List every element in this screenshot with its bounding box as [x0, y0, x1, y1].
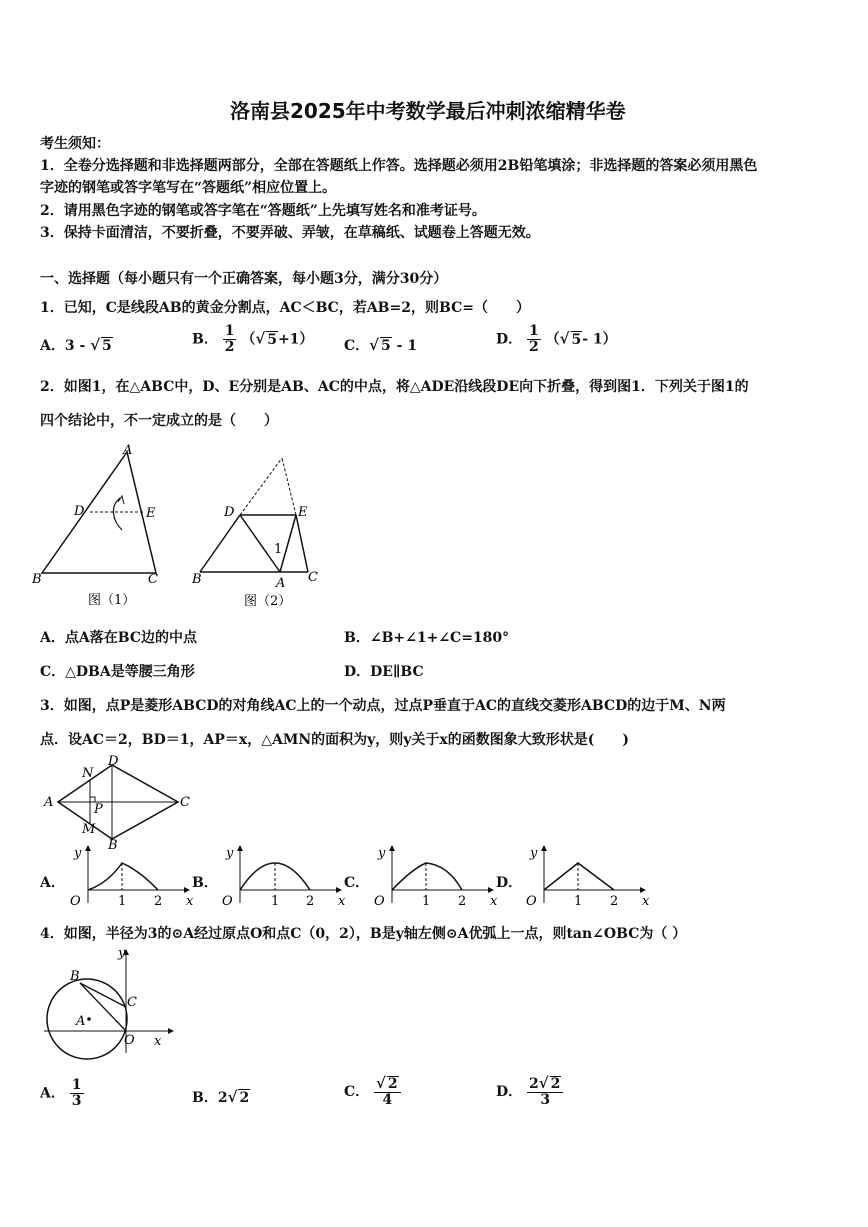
svg-text:x: x	[154, 1034, 162, 1049]
q2-option-d: D．DE∥BC	[344, 664, 424, 680]
q2-stem-line1: 2．如图1，在△ABC中，D、E分别是AB、AC的中点，将△ADE沿线段DE向下折叠，得到图1．下列关于图1的	[40, 379, 749, 395]
svg-text:y: y	[74, 846, 82, 861]
q4-option-b: B．2√ 2	[192, 1088, 250, 1106]
svg-text:O: O	[222, 894, 233, 909]
notice-heading: 考生须知：	[40, 136, 110, 152]
notice-item-1-cont: 字迹的钢笔或答字笔写在“答题纸”相应位置上。	[40, 180, 337, 196]
svg-text:A: A	[44, 795, 54, 810]
svg-text:y: y	[378, 846, 386, 861]
svg-text:D: D	[74, 504, 85, 519]
svg-text:2: 2	[458, 894, 467, 909]
q4-circle-figure	[40, 945, 180, 1057]
svg-text:C: C	[127, 995, 137, 1010]
q3-graph-c	[368, 843, 498, 908]
svg-text:C: C	[180, 795, 190, 810]
q4-option-c: C． $\frac{√ 2}{4}$	[344, 1076, 401, 1108]
svg-text:C: C	[148, 572, 158, 587]
q4-option-d: D． $\frac{2√ 2}{3}$	[496, 1076, 563, 1108]
q2-option-b: B．∠B+∠1+∠C=180°	[344, 630, 510, 646]
notice-item-3: 3．保持卡面清洁，不要折叠，不要弄破、弄皱，在草稿纸、试题卷上答题无效。	[40, 225, 540, 241]
svg-text:1: 1	[274, 542, 283, 557]
q1-option-d: D． $\frac{1}{2}$ （√ 5- 1）	[496, 323, 617, 355]
svg-text:2: 2	[306, 894, 315, 909]
q3-stem-line1: 3．如图，点P是菱形ABCD的对角线AC上的一个动点，过点P垂直于AC的直线交菱形ABCD的边于M、N两	[40, 698, 726, 714]
svg-text:A: A	[276, 576, 286, 591]
svg-text:1: 1	[422, 894, 431, 909]
svg-text:y: y	[118, 946, 126, 961]
svg-text:1: 1	[271, 894, 280, 909]
svg-text:1: 1	[118, 894, 127, 909]
svg-text:A: A	[123, 443, 133, 458]
svg-text:C: C	[308, 570, 318, 585]
q3-option-a-label: A．	[40, 875, 65, 891]
q3-option-c-label: C．	[344, 875, 370, 891]
svg-text:B: B	[192, 572, 202, 587]
svg-text:A: A	[76, 1014, 86, 1029]
q4-stem: 4．如图，半径为3的⊙A经过原点O和点C（0，2），B是y轴左侧⊙A优弧上一点，则tan∠OBC为（ ）	[40, 926, 687, 942]
notice-item-2: 2．请用黑色字迹的钢笔或答字笔在“答题纸”上先填写姓名和准考证号。	[40, 203, 486, 219]
svg-text:B: B	[108, 838, 118, 853]
q1-option-c: C．√ 5 - 1	[344, 336, 418, 354]
page-title: 洛南县2025年中考数学最后冲刺浓缩精华卷	[230, 99, 626, 123]
q2-option-a: A．点A落在BC边的中点	[40, 630, 197, 646]
q3-option-b-label: B．	[192, 875, 218, 891]
q3-graph-b	[216, 843, 346, 908]
q1-stem: 1．已知，C是线段AB的黄金分割点，AC＜BC，若AB=2，则BC=（ ）	[40, 300, 530, 316]
svg-text:x: x	[186, 894, 194, 909]
svg-text:O: O	[124, 1033, 135, 1048]
svg-text:2: 2	[154, 894, 163, 909]
svg-text:D: D	[224, 505, 235, 520]
svg-text:O: O	[70, 894, 81, 909]
svg-text:1: 1	[574, 894, 583, 909]
svg-text:2: 2	[610, 894, 619, 909]
svg-text:O: O	[374, 894, 385, 909]
q3-rhombus-figure	[40, 754, 200, 853]
svg-text:y: y	[530, 846, 538, 861]
svg-text:y: y	[226, 846, 234, 861]
svg-text:D: D	[108, 754, 119, 769]
svg-text:M: M	[82, 822, 96, 837]
svg-text:x: x	[642, 894, 650, 909]
svg-text:N: N	[82, 766, 94, 781]
notice-item-1: 1．全卷分选择题和非选择题两部分，全部在答题纸上作答。选择题必须用2B铅笔填涂；非选择题的答案必须用黑色	[40, 158, 758, 174]
q3-stem-line2: 点．设AC＝2，BD＝1，AP＝x，△AMN的面积为y，则y关于x的函数图象大致形状是( )	[40, 732, 629, 748]
q1-option-b: B． $\frac{1}{2}$ （√ 5+1）	[192, 323, 314, 355]
q1-option-a: A．3 - √ 5	[40, 336, 112, 354]
svg-text:P: P	[94, 802, 103, 817]
q3-graph-a	[64, 843, 194, 908]
svg-text:E: E	[146, 506, 156, 521]
q4-option-a: A． $\frac{1}{3}$	[40, 1077, 82, 1109]
q3-graph-d	[520, 843, 650, 908]
q2-figure-1	[30, 440, 180, 615]
svg-text:图（1）: 图（1）	[88, 593, 136, 608]
q2-stem-line2: 四个结论中，不一定成立的是（ ）	[40, 413, 278, 429]
svg-text:E: E	[298, 505, 308, 520]
svg-text:x: x	[338, 894, 346, 909]
svg-text:B: B	[32, 572, 42, 587]
svg-text:图（2）: 图（2）	[244, 594, 292, 609]
svg-text:x: x	[490, 894, 498, 909]
q2-figure-2	[188, 455, 338, 615]
svg-text:B: B	[70, 969, 80, 984]
q2-option-c: C．△DBA是等腰三角形	[40, 664, 195, 680]
q3-option-d-label: D．	[496, 875, 523, 891]
section-heading: 一、选择题（每小题只有一个正确答案，每小题3分，满分30分）	[40, 271, 448, 287]
svg-text:O: O	[526, 894, 537, 909]
